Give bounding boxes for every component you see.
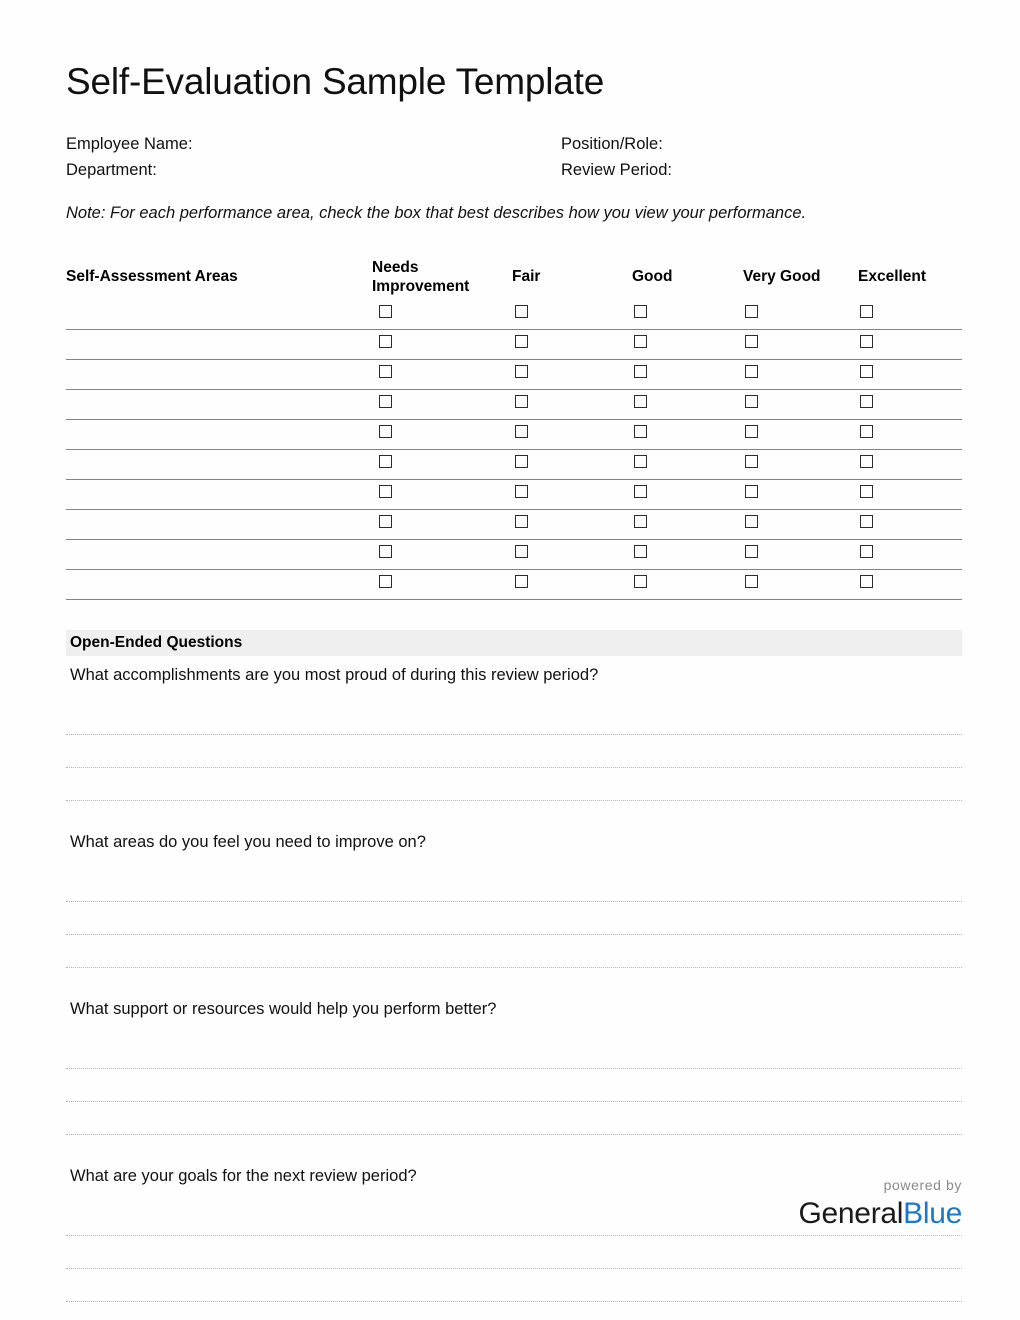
rating-checkbox[interactable]	[860, 455, 873, 468]
rating-checkbox[interactable]	[379, 575, 392, 588]
rating-checkbox[interactable]	[634, 455, 647, 468]
rating-checkbox[interactable]	[515, 515, 528, 528]
employee-name-label: Employee Name:	[66, 134, 193, 153]
answer-line[interactable]	[66, 1269, 962, 1302]
table-row	[66, 570, 962, 600]
rating-checkbox[interactable]	[860, 425, 873, 438]
rating-checkbox[interactable]	[745, 305, 758, 318]
instruction-note: Note: For each performance area, check the box that best describes how you view your performance.	[66, 203, 807, 222]
column-header-areas: Self-Assessment Areas	[66, 267, 238, 285]
rating-checkbox[interactable]	[634, 305, 647, 318]
question-block	[66, 656, 962, 801]
position-role-label: Position/Role:	[561, 134, 663, 153]
rating-checkbox[interactable]	[515, 575, 528, 588]
question-text: What areas do you feel you need to improve on?	[70, 832, 426, 851]
table-row	[66, 510, 962, 540]
rating-checkbox[interactable]	[515, 455, 528, 468]
answer-lines	[66, 702, 962, 801]
rating-checkbox[interactable]	[860, 365, 873, 378]
rating-checkbox[interactable]	[745, 485, 758, 498]
question-text: What support or resources would help you perform better?	[70, 999, 497, 1018]
rating-checkbox[interactable]	[634, 515, 647, 528]
question-text: What are your goals for the next review period?	[70, 1166, 417, 1185]
rating-checkbox[interactable]	[634, 335, 647, 348]
answer-lines	[66, 1036, 962, 1135]
rating-checkbox[interactable]	[860, 335, 873, 348]
review-period-label: Review Period:	[561, 160, 672, 179]
rating-checkbox[interactable]	[379, 545, 392, 558]
table-body	[66, 300, 962, 600]
column-header-very-good: Very Good	[743, 267, 821, 285]
rating-checkbox[interactable]	[745, 545, 758, 558]
rating-checkbox[interactable]	[860, 395, 873, 408]
rating-checkbox[interactable]	[515, 335, 528, 348]
rating-checkbox[interactable]	[515, 305, 528, 318]
rating-checkbox[interactable]	[745, 395, 758, 408]
logo-text-blue: Blue	[903, 1197, 962, 1230]
answer-line[interactable]	[66, 1036, 962, 1069]
rating-checkbox[interactable]	[745, 425, 758, 438]
rating-checkbox[interactable]	[860, 545, 873, 558]
column-header-needs-improvement: Needs Improvement	[372, 258, 470, 295]
answer-line[interactable]	[66, 768, 962, 801]
rating-checkbox[interactable]	[860, 305, 873, 318]
table-row	[66, 540, 962, 570]
rating-checkbox[interactable]	[515, 395, 528, 408]
answer-line[interactable]	[66, 702, 962, 735]
meta-column-right	[561, 131, 672, 183]
rating-checkbox[interactable]	[745, 515, 758, 528]
meta-fields	[66, 131, 962, 183]
rating-checkbox[interactable]	[860, 575, 873, 588]
question-block	[66, 823, 962, 968]
table-row	[66, 300, 962, 330]
answer-lines	[66, 869, 962, 968]
rating-checkbox[interactable]	[379, 365, 392, 378]
answer-line[interactable]	[66, 735, 962, 768]
answer-line[interactable]	[66, 869, 962, 902]
table-row	[66, 330, 962, 360]
rating-checkbox[interactable]	[515, 365, 528, 378]
answer-line[interactable]	[66, 935, 962, 968]
document-content	[66, 0, 962, 1302]
rating-checkbox[interactable]	[379, 485, 392, 498]
rating-checkbox[interactable]	[634, 575, 647, 588]
rating-checkbox[interactable]	[745, 455, 758, 468]
rating-checkbox[interactable]	[745, 335, 758, 348]
rating-checkbox[interactable]	[515, 425, 528, 438]
powered-by-label: powered by	[883, 1177, 962, 1193]
table-row	[66, 450, 962, 480]
rating-checkbox[interactable]	[379, 455, 392, 468]
rating-checkbox[interactable]	[379, 335, 392, 348]
department-label: Department:	[66, 160, 157, 179]
column-header-fair: Fair	[512, 267, 541, 285]
rating-checkbox[interactable]	[860, 485, 873, 498]
table-row	[66, 480, 962, 510]
question-text: What accomplishments are you most proud of during this review period?	[70, 665, 599, 684]
rating-checkbox[interactable]	[515, 545, 528, 558]
answer-line[interactable]	[66, 1236, 962, 1269]
rating-checkbox[interactable]	[634, 365, 647, 378]
column-header-excellent: Excellent	[858, 267, 927, 285]
self-assessment-table	[66, 254, 962, 600]
rating-checkbox[interactable]	[634, 425, 647, 438]
answer-line[interactable]	[66, 1069, 962, 1102]
table-row	[66, 420, 962, 450]
table-row	[66, 360, 962, 390]
footer-logo	[662, 1176, 962, 1232]
table-row	[66, 390, 962, 420]
column-header-good: Good	[632, 267, 673, 285]
generalblue-logo	[662, 1196, 962, 1232]
rating-checkbox[interactable]	[745, 575, 758, 588]
rating-checkbox[interactable]	[515, 485, 528, 498]
meta-column-left	[66, 131, 193, 183]
rating-checkbox[interactable]	[379, 515, 392, 528]
open-ended-heading: Open-Ended Questions	[66, 630, 962, 656]
logo-text-general: General	[798, 1197, 904, 1230]
table-header-row	[66, 254, 962, 300]
rating-checkbox[interactable]	[634, 485, 647, 498]
rating-checkbox[interactable]	[860, 515, 873, 528]
rating-checkbox[interactable]	[379, 425, 392, 438]
rating-checkbox[interactable]	[379, 395, 392, 408]
rating-checkbox[interactable]	[745, 365, 758, 378]
rating-checkbox[interactable]	[379, 305, 392, 318]
answer-line[interactable]	[66, 1102, 962, 1135]
question-block	[66, 990, 962, 1135]
answer-line[interactable]	[66, 902, 962, 935]
rating-checkbox[interactable]	[634, 545, 647, 558]
rating-checkbox[interactable]	[634, 395, 647, 408]
page-title: Self-Evaluation Sample Template	[66, 61, 605, 102]
